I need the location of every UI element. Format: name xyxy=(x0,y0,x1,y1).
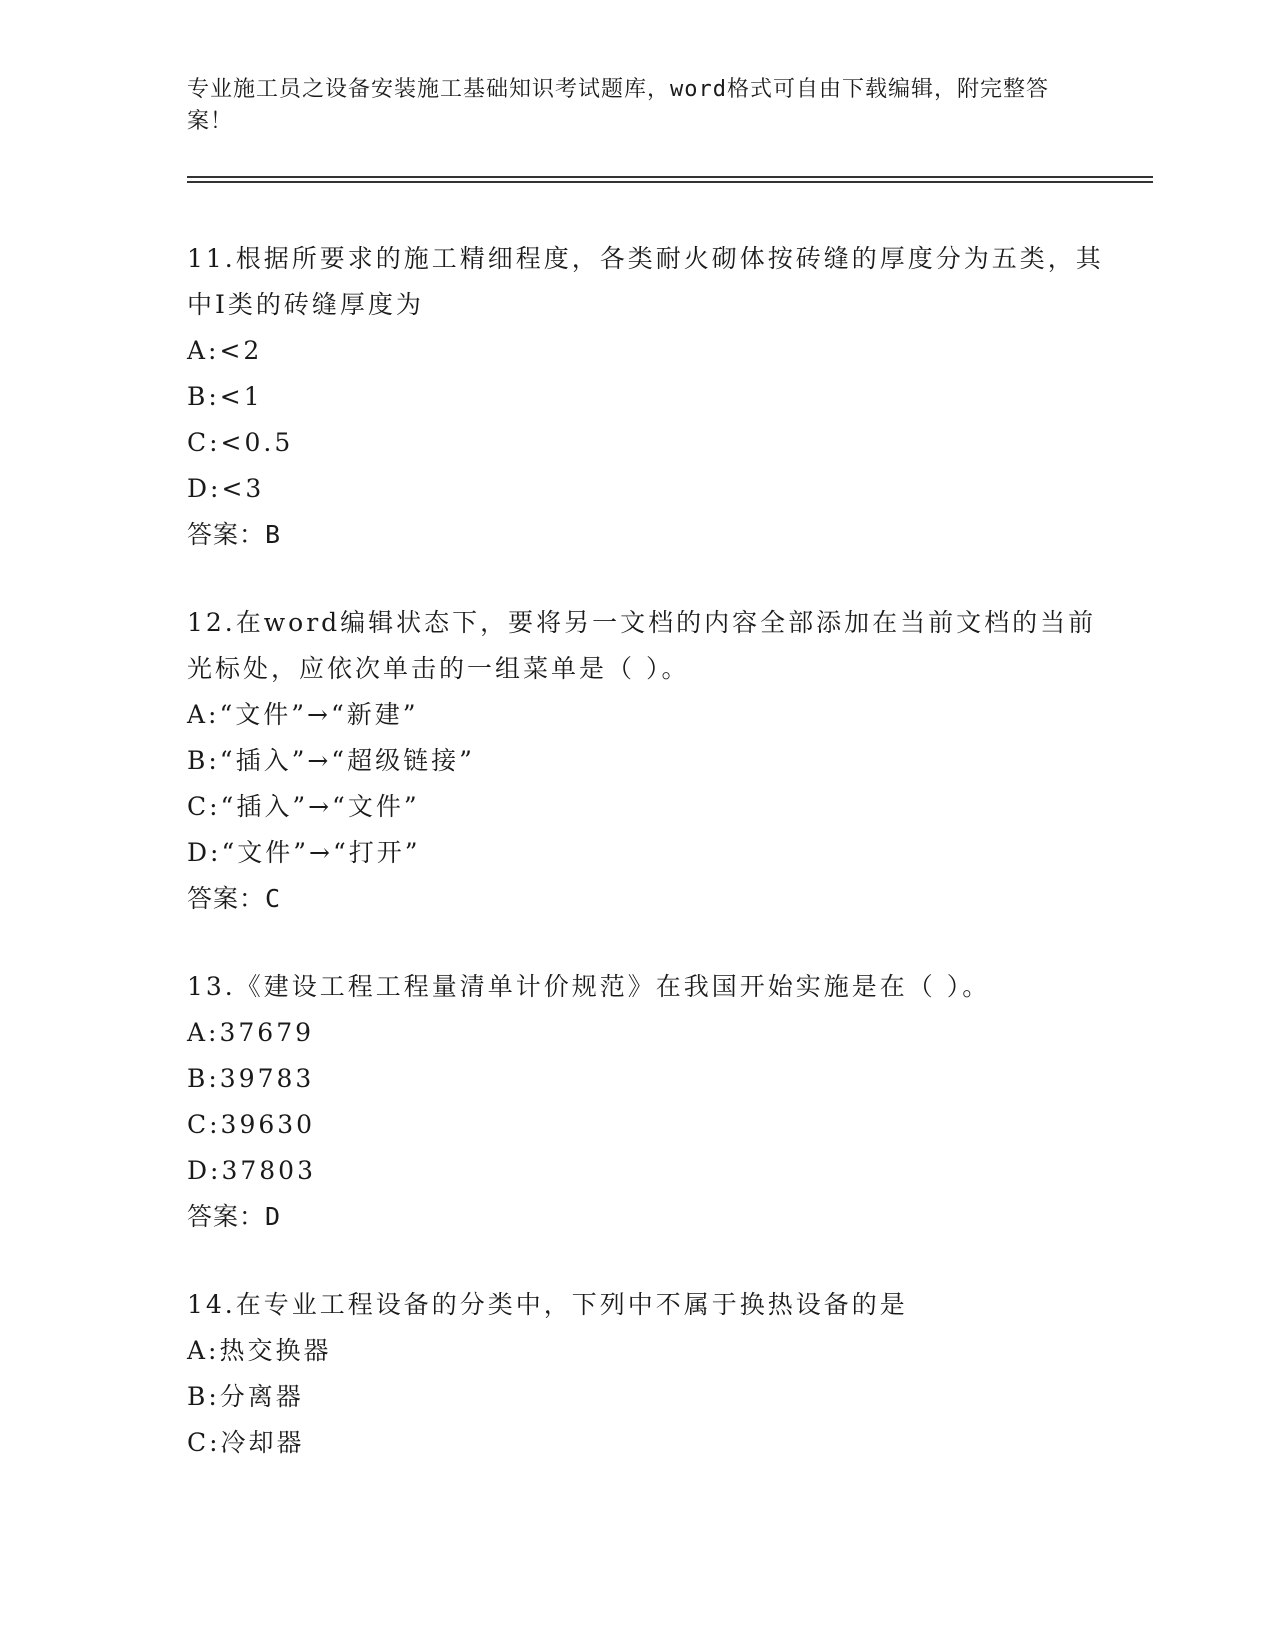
option-b: B:<1 xyxy=(187,382,263,411)
header-divider-bottom xyxy=(187,181,1153,183)
option-a: A:热交换器 xyxy=(187,1336,332,1365)
question-11 xyxy=(187,236,1107,558)
document-header: 专业施工员之设备安装施工基础知识考试题库，word格式可自由下载编辑，附完整答案！ xyxy=(187,77,1049,134)
option-b: B:分离器 xyxy=(187,1382,304,1411)
option-d: D:“文件”→“打开” xyxy=(187,838,421,867)
option-b: B:“插入”→“超级链接” xyxy=(187,746,475,775)
option-c: C:39630 xyxy=(187,1110,316,1139)
question-list xyxy=(187,236,1107,1508)
option-a: A:<2 xyxy=(187,336,263,365)
answer-line: 答案：C xyxy=(187,884,282,913)
option-a: A:37679 xyxy=(187,1018,315,1047)
answer-line: 答案：D xyxy=(187,1202,282,1231)
question-12 xyxy=(187,600,1107,922)
question-stem: 11.根据所要求的施工精细程度，各类耐火砌体按砖缝的厚度分为五类，其中Ⅰ类的砖缝厚度为 xyxy=(187,244,1104,319)
option-d: D:37803 xyxy=(187,1156,316,1185)
option-d: D:<3 xyxy=(187,474,265,503)
option-c: C:<0.5 xyxy=(187,428,294,457)
option-b: B:39783 xyxy=(187,1064,315,1093)
option-c: C:“插入”→“文件” xyxy=(187,792,420,821)
answer-line: 答案：B xyxy=(187,520,282,549)
question-14 xyxy=(187,1282,1107,1466)
header-divider-top xyxy=(187,176,1153,178)
option-a: A:“文件”→“新建” xyxy=(187,700,419,729)
question-13 xyxy=(187,964,1107,1240)
question-stem: 13.《建设工程工程量清单计价规范》在我国开始实施是在（ ）。 xyxy=(187,972,991,1001)
question-stem: 14.在专业工程设备的分类中，下列中不属于换热设备的是 xyxy=(187,1290,908,1319)
question-stem: 12.在word编辑状态下，要将另一文档的内容全部添加在当前文档的当前光标处，应依次单击的一组菜单是（ ）。 xyxy=(187,608,1097,683)
option-c: C:冷却器 xyxy=(187,1428,305,1457)
